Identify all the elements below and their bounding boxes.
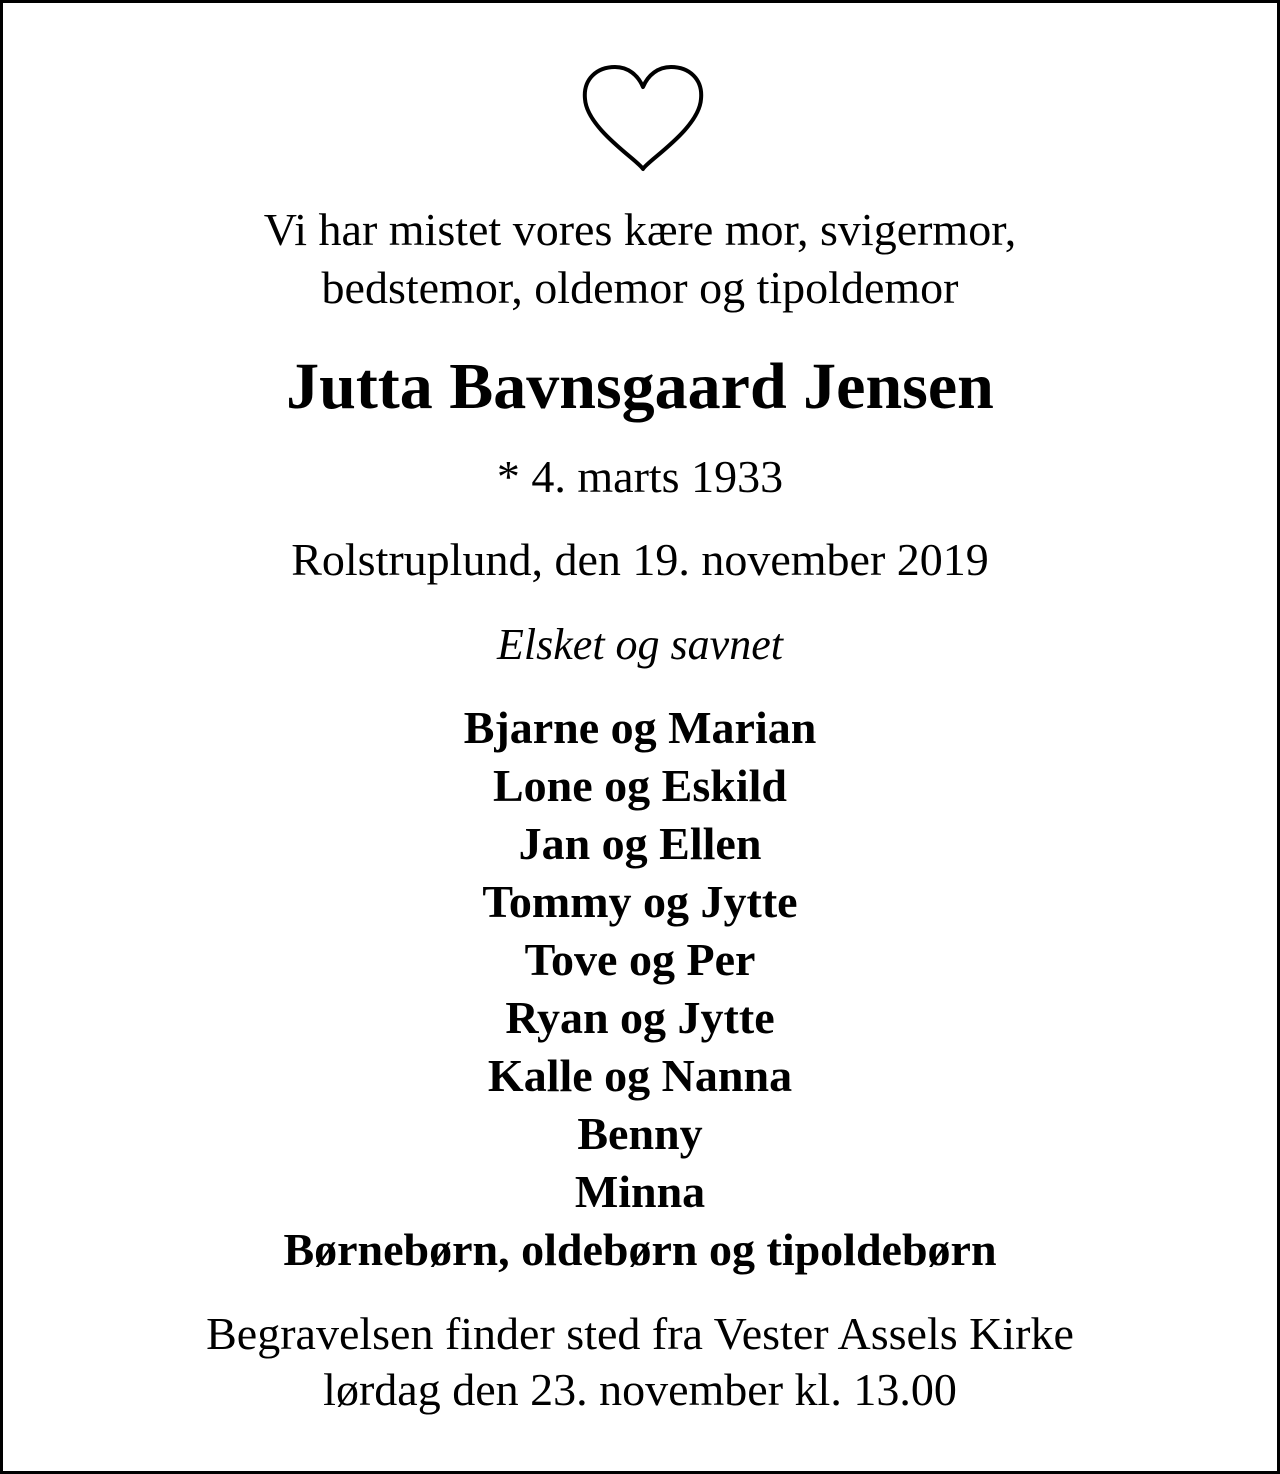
intro-line-2: bedstemor, oldemor og tipoldemor — [321, 262, 959, 313]
intro-text — [3, 201, 1277, 317]
funeral-line-2: lørdag den 23. november kl. 13.00 — [323, 1364, 957, 1415]
family-list — [3, 699, 1277, 1279]
family-member: Kalle og Nanna — [487, 1050, 793, 1101]
family-member: Lone og Eskild — [493, 760, 787, 811]
birth-date: * 4. marts 1933 — [496, 451, 784, 502]
family-member: Minna — [574, 1166, 706, 1217]
heart-icon — [581, 63, 705, 175]
family-member: Tommy og Jytte — [482, 876, 798, 927]
family-member: Tove og Per — [524, 934, 756, 985]
death-place-date: Rolstruplund, den 19. november 2019 — [291, 534, 989, 585]
deceased-name: Jutta Bavnsgaard Jensen — [286, 350, 994, 423]
tagline: Elsket og savnet — [497, 620, 783, 669]
family-member: Børnebørn, oldebørn og tipoldebørn — [283, 1224, 997, 1275]
intro-line-1: Vi har mistet vores kære mor, svigermor, — [263, 204, 1017, 255]
funeral-line-1: Begravelsen finder sted fra Vester Assels Kirke — [206, 1308, 1074, 1359]
family-member: Ryan og Jytte — [505, 992, 775, 1043]
family-member: Benny — [577, 1108, 703, 1159]
family-member: Jan og Ellen — [518, 818, 762, 869]
family-member: Bjarne og Marian — [463, 702, 817, 753]
funeral-info — [3, 1306, 1277, 1418]
